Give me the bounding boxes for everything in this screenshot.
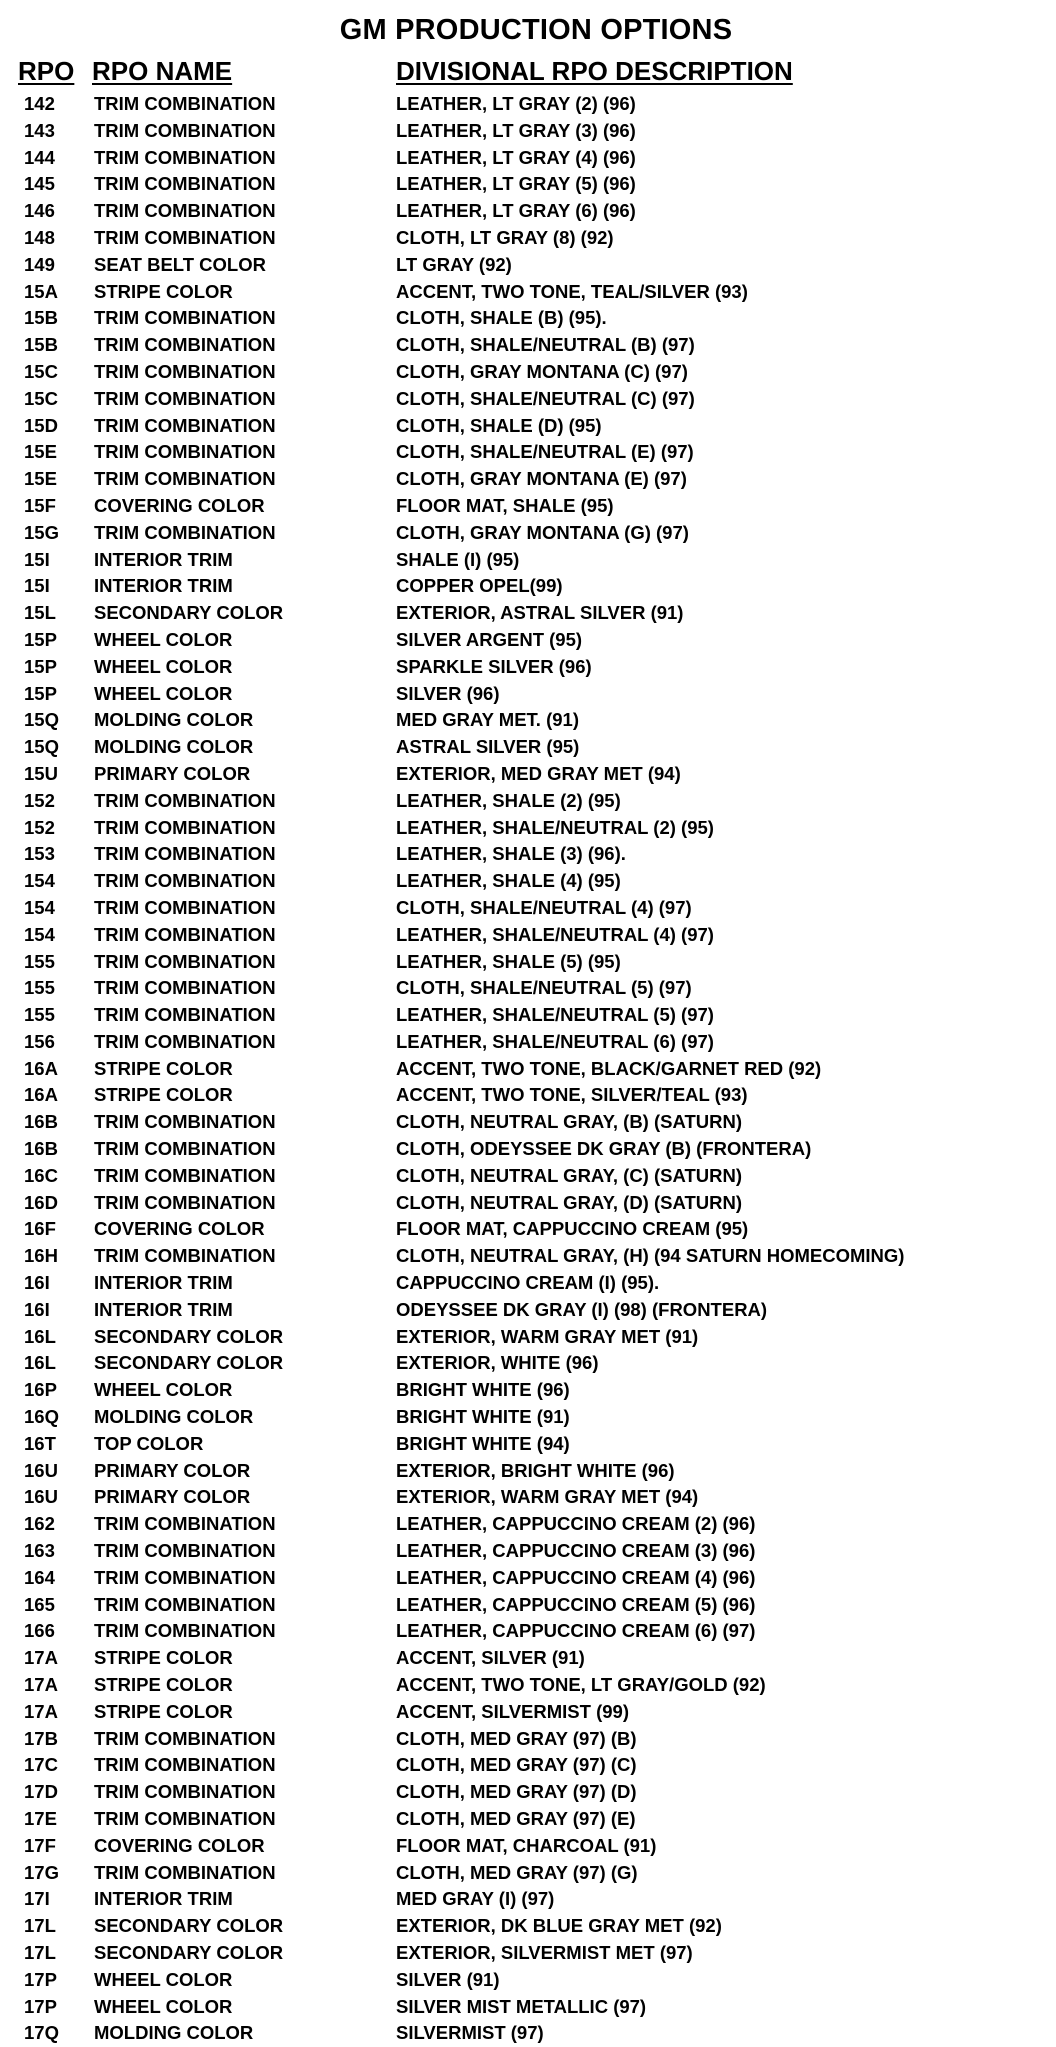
rpo-description: BRIGHT WHITE (96)	[396, 1379, 570, 1401]
rpo-code: 16B	[24, 1138, 58, 1160]
rpo-description: SILVER (96)	[396, 682, 500, 704]
rpo-name: INTERIOR TRIM	[94, 1272, 233, 1294]
rpo-code: 155	[24, 950, 55, 972]
table-row	[0, 466, 1056, 493]
table-row	[0, 654, 1056, 681]
table-row	[0, 681, 1056, 708]
rpo-name: MOLDING COLOR	[94, 2022, 254, 2044]
rpo-name: WHEEL COLOR	[94, 1995, 233, 2017]
header-rpo: RPO	[18, 56, 75, 86]
rpo-description: CLOTH, MED GRAY (97) (B)	[396, 1727, 637, 1749]
rpo-name: STRIPE COLOR	[94, 1647, 233, 1669]
table-row	[0, 1002, 1056, 1029]
rpo-code: 17Q	[24, 2022, 59, 2044]
rpo-code: 16A	[24, 1084, 58, 1106]
rpo-name: SECONDARY COLOR	[94, 1352, 284, 1374]
table-row	[0, 2020, 1056, 2047]
rpo-description: MED GRAY (I) (97)	[396, 1888, 555, 1910]
rpo-code: 17B	[24, 1727, 58, 1749]
rpo-code: 15F	[24, 494, 56, 516]
rpo-code: 165	[24, 1593, 55, 1615]
rpo-code: 154	[24, 870, 55, 892]
rpo-name: TRIM COMBINATION	[94, 146, 276, 168]
rpo-table-body	[0, 91, 1056, 2047]
table-row	[0, 922, 1056, 949]
table-row	[0, 1458, 1056, 1485]
table-row	[0, 1672, 1056, 1699]
rpo-code: 15I	[24, 548, 50, 570]
table-row	[0, 1297, 1056, 1324]
table-row	[0, 1994, 1056, 2021]
rpo-name: STRIPE COLOR	[94, 1057, 233, 1079]
rpo-name: TRIM COMBINATION	[94, 1245, 276, 1267]
rpo-code: 17A	[24, 1647, 58, 1669]
rpo-code: 16L	[24, 1352, 56, 1374]
rpo-code: 15C	[24, 360, 58, 382]
table-row	[0, 1270, 1056, 1297]
table-row	[0, 1940, 1056, 1967]
page-title: GM PRODUCTION OPTIONS	[339, 14, 733, 46]
rpo-description: LEATHER, SHALE/NEUTRAL (4) (97)	[396, 923, 714, 945]
table-row	[0, 225, 1056, 252]
rpo-code: 15E	[24, 468, 57, 490]
rpo-code: 15P	[24, 682, 57, 704]
rpo-description: LEATHER, LT GRAY (2) (96)	[396, 93, 636, 114]
rpo-name: COVERING COLOR	[94, 494, 265, 516]
rpo-code: 15Q	[24, 736, 59, 758]
rpo-description: BRIGHT WHITE (91)	[396, 1406, 570, 1428]
table-row	[0, 1324, 1056, 1351]
rpo-description: FLOOR MAT, CAPPUCCINO CREAM (95)	[396, 1218, 749, 1240]
rpo-description: COPPER OPEL(99)	[396, 575, 563, 597]
rpo-description: SHALE (I) (95)	[396, 548, 520, 570]
rpo-description: LT GRAY (92)	[396, 253, 512, 275]
rpo-code: 16C	[24, 1164, 58, 1186]
rpo-code: 145	[24, 173, 55, 195]
rpo-name: TRIM COMBINATION	[94, 1030, 276, 1052]
table-row	[0, 1913, 1056, 1940]
rpo-name: TRIM COMBINATION	[94, 923, 276, 945]
rpo-description: CLOTH, SHALE/NEUTRAL (5) (97)	[396, 977, 692, 999]
rpo-code: 17L	[24, 1941, 56, 1963]
rpo-description: CLOTH, SHALE/NEUTRAL (B) (97)	[396, 334, 695, 356]
rpo-code: 15P	[24, 628, 57, 650]
rpo-name: TRIM COMBINATION	[94, 200, 276, 222]
rpo-description: EXTERIOR, BRIGHT WHITE (96)	[396, 1459, 675, 1481]
rpo-code: 17F	[24, 1834, 56, 1856]
rpo-name: TRIM COMBINATION	[94, 1781, 276, 1803]
rpo-name: PRIMARY COLOR	[94, 1486, 251, 1508]
rpo-code: 144	[24, 146, 55, 168]
header-rpo-name: RPO NAME	[92, 56, 233, 86]
rpo-name: TRIM COMBINATION	[94, 816, 276, 838]
rpo-code: 16H	[24, 1245, 58, 1267]
table-row	[0, 413, 1056, 440]
table-row	[0, 949, 1056, 976]
table-row	[0, 1645, 1056, 1672]
rpo-description: CLOTH, ODEYSSEE DK GRAY (B) (FRONTERA)	[396, 1138, 812, 1160]
rpo-code: 15C	[24, 387, 58, 409]
rpo-name: STRIPE COLOR	[94, 1084, 233, 1106]
table-row	[0, 252, 1056, 279]
rpo-code: 16A	[24, 1057, 58, 1079]
rpo-code: 16D	[24, 1191, 58, 1213]
rpo-description: MED GRAY MET. (91)	[396, 709, 579, 731]
table-row	[0, 1029, 1056, 1056]
rpo-code: 16L	[24, 1325, 56, 1347]
rpo-code: 16Q	[24, 1406, 59, 1428]
rpo-code: 154	[24, 896, 55, 918]
table-row	[0, 1109, 1056, 1136]
table-row	[0, 1618, 1056, 1645]
rpo-description: EXTERIOR, ASTRAL SILVER (91)	[396, 602, 684, 624]
rpo-name: SECONDARY COLOR	[94, 602, 284, 624]
rpo-description: CLOTH, GRAY MONTANA (E) (97)	[396, 468, 687, 490]
rpo-name: TRIM COMBINATION	[94, 1861, 276, 1883]
rpo-description: LEATHER, SHALE (4) (95)	[396, 870, 621, 892]
rpo-description: LEATHER, LT GRAY (6) (96)	[396, 200, 636, 222]
table-row	[0, 707, 1056, 734]
rpo-code: 154	[24, 923, 55, 945]
table-row	[0, 145, 1056, 172]
rpo-code: 17P	[24, 1968, 57, 1990]
rpo-code: 15E	[24, 441, 57, 463]
rpo-code: 17C	[24, 1754, 58, 1776]
rpo-name: TRIM COMBINATION	[94, 387, 276, 409]
table-row	[0, 788, 1056, 815]
table-row	[0, 1967, 1056, 1994]
rpo-description: EXTERIOR, WARM GRAY MET (94)	[396, 1486, 699, 1508]
table-row	[0, 1779, 1056, 1806]
rpo-name: TRIM COMBINATION	[94, 226, 276, 248]
rpo-name: PRIMARY COLOR	[94, 1459, 251, 1481]
table-row	[0, 1886, 1056, 1913]
table-row	[0, 761, 1056, 788]
table-row	[0, 359, 1056, 386]
rpo-description: ACCENT, TWO TONE, TEAL/SILVER (93)	[396, 280, 748, 302]
rpo-description: LEATHER, LT GRAY (5) (96)	[396, 173, 636, 195]
rpo-description: LEATHER, SHALE/NEUTRAL (5) (97)	[396, 1004, 714, 1026]
rpo-description: ACCENT, SILVERMIST (99)	[396, 1700, 629, 1722]
table-row	[0, 547, 1056, 574]
rpo-name: TRIM COMBINATION	[94, 468, 276, 490]
rpo-code: 152	[24, 789, 55, 811]
rpo-name: TRIM COMBINATION	[94, 1593, 276, 1615]
rpo-description: SILVER MIST METALLIC (97)	[396, 1995, 647, 2017]
rpo-name: INTERIOR TRIM	[94, 1298, 233, 1320]
rpo-code: 17I	[24, 1888, 50, 1910]
rpo-code: 17A	[24, 1674, 58, 1696]
rpo-description: LEATHER, CAPPUCCINO CREAM (2) (96)	[396, 1513, 756, 1535]
rpo-description: CLOTH, GRAY MONTANA (C) (97)	[396, 360, 688, 382]
rpo-name: TRIM COMBINATION	[94, 360, 276, 382]
rpo-description: CLOTH, MED GRAY (97) (C)	[396, 1754, 637, 1776]
rpo-code: 17D	[24, 1781, 58, 1803]
rpo-name: TOP COLOR	[94, 1432, 204, 1454]
rpo-name: SECONDARY COLOR	[94, 1915, 284, 1937]
table-row	[0, 1833, 1056, 1860]
rpo-name: TRIM COMBINATION	[94, 1566, 276, 1588]
rpo-code: 16I	[24, 1298, 50, 1320]
table-row	[0, 305, 1056, 332]
table-row	[0, 493, 1056, 520]
rpo-name: TRIM COMBINATION	[94, 1540, 276, 1562]
table-row	[0, 1404, 1056, 1431]
rpo-code: 15G	[24, 521, 59, 543]
rpo-code: 15L	[24, 602, 56, 624]
rpo-code: 146	[24, 200, 55, 222]
table-row	[0, 171, 1056, 198]
rpo-code: 15D	[24, 414, 58, 436]
rpo-name: PRIMARY COLOR	[94, 762, 251, 784]
table-row	[0, 439, 1056, 466]
table-row	[0, 91, 1056, 118]
table-row	[0, 1538, 1056, 1565]
rpo-description: LEATHER, SHALE/NEUTRAL (6) (97)	[396, 1030, 714, 1052]
rpo-description: FLOOR MAT, SHALE (95)	[396, 494, 614, 516]
rpo-code: 155	[24, 1004, 55, 1026]
rpo-code: 15P	[24, 655, 57, 677]
table-row	[0, 868, 1056, 895]
rpo-name: MOLDING COLOR	[94, 1406, 254, 1428]
rpo-name: TRIM COMBINATION	[94, 1620, 276, 1642]
rpo-description: CLOTH, NEUTRAL GRAY, (D) (SATURN)	[396, 1191, 743, 1213]
rpo-name: TRIM COMBINATION	[94, 1164, 276, 1186]
table-row	[0, 1484, 1056, 1511]
rpo-code: 143	[24, 119, 55, 141]
rpo-description: CLOTH, NEUTRAL GRAY, (B) (SATURN)	[396, 1111, 743, 1133]
rpo-description: ASTRAL SILVER (95)	[396, 736, 580, 758]
rpo-description: LEATHER, CAPPUCCINO CREAM (4) (96)	[396, 1566, 756, 1588]
table-row	[0, 975, 1056, 1002]
table-row	[0, 1565, 1056, 1592]
table-row	[0, 198, 1056, 225]
rpo-description: CLOTH, MED GRAY (97) (E)	[396, 1808, 636, 1829]
table-row	[0, 1243, 1056, 1270]
rpo-code: 155	[24, 977, 55, 999]
rpo-code: 15B	[24, 307, 58, 329]
rpo-name: STRIPE COLOR	[94, 280, 233, 302]
rpo-name: SECONDARY COLOR	[94, 1325, 284, 1347]
table-row	[0, 815, 1056, 842]
rpo-description: SILVER (91)	[396, 1968, 500, 1990]
rpo-code: 16P	[24, 1379, 57, 1401]
rpo-name: SEAT BELT COLOR	[94, 253, 266, 275]
rpo-description: CAPPUCCINO CREAM (I) (95).	[396, 1272, 660, 1294]
table-row	[0, 1592, 1056, 1619]
rpo-name: MOLDING COLOR	[94, 736, 254, 758]
rpo-description: BRIGHT WHITE (94)	[396, 1432, 570, 1454]
rpo-description: CLOTH, MED GRAY (97) (G)	[396, 1861, 638, 1883]
table-row	[0, 1806, 1056, 1833]
table-row	[0, 841, 1056, 868]
rpo-name: COVERING COLOR	[94, 1218, 265, 1240]
rpo-code: 152	[24, 816, 55, 838]
rpo-name: TRIM COMBINATION	[94, 789, 276, 811]
rpo-code: 163	[24, 1540, 55, 1562]
rpo-name: SECONDARY COLOR	[94, 1941, 284, 1963]
rpo-name: INTERIOR TRIM	[94, 548, 233, 570]
rpo-description: CLOTH, SHALE/NEUTRAL (E) (97)	[396, 441, 694, 463]
rpo-name: TRIM COMBINATION	[94, 950, 276, 972]
rpo-name: TRIM COMBINATION	[94, 1727, 276, 1749]
table-row	[0, 386, 1056, 413]
rpo-name: INTERIOR TRIM	[94, 575, 233, 597]
table-header	[0, 56, 1056, 90]
rpo-code: 17A	[24, 1700, 58, 1722]
rpo-description: EXTERIOR, MED GRAY MET (94)	[396, 762, 681, 784]
rpo-code: 17L	[24, 1915, 56, 1937]
rpo-name: TRIM COMBINATION	[94, 977, 276, 999]
rpo-description: SPARKLE SILVER (96)	[396, 655, 592, 677]
rpo-code: 15B	[24, 334, 58, 356]
rpo-name: TRIM COMBINATION	[94, 1004, 276, 1026]
rpo-code: 16T	[24, 1432, 56, 1454]
rpo-code: 153	[24, 843, 55, 865]
table-row	[0, 1056, 1056, 1083]
rpo-code: 149	[24, 253, 55, 275]
table-row	[0, 1431, 1056, 1458]
rpo-description: LEATHER, SHALE/NEUTRAL (2) (95)	[396, 816, 714, 838]
table-row	[0, 1190, 1056, 1217]
rpo-code: 16B	[24, 1111, 58, 1133]
rpo-name: TRIM COMBINATION	[94, 870, 276, 892]
rpo-name: TRIM COMBINATION	[94, 441, 276, 463]
rpo-description: CLOTH, NEUTRAL GRAY, (H) (94 SATURN HOMECOMING)	[396, 1245, 905, 1267]
rpo-name: TRIM COMBINATION	[94, 307, 276, 329]
table-row	[0, 279, 1056, 306]
table-row	[0, 734, 1056, 761]
table-row	[0, 520, 1056, 547]
rpo-name: TRIM COMBINATION	[94, 414, 276, 436]
rpo-description: ACCENT, SILVER (91)	[396, 1647, 585, 1669]
rpo-name: TRIM COMBINATION	[94, 521, 276, 543]
rpo-code: 16I	[24, 1272, 50, 1294]
rpo-description: ACCENT, TWO TONE, LT GRAY/GOLD (92)	[396, 1674, 766, 1696]
rpo-name: WHEEL COLOR	[94, 628, 233, 650]
rpo-description: SILVERMIST (97)	[396, 2022, 544, 2044]
rpo-code: 15Q	[24, 709, 59, 731]
rpo-name: WHEEL COLOR	[94, 1968, 233, 1990]
rpo-name: TRIM COMBINATION	[94, 1754, 276, 1776]
rpo-description: ACCENT, TWO TONE, BLACK/GARNET RED (92)	[396, 1057, 822, 1079]
rpo-name: STRIPE COLOR	[94, 1700, 233, 1722]
rpo-description: LEATHER, SHALE (5) (95)	[396, 950, 621, 972]
table-row	[0, 1350, 1056, 1377]
rpo-code: 17E	[24, 1808, 57, 1829]
rpo-description: CLOTH, SHALE/NEUTRAL (C) (97)	[396, 387, 695, 409]
rpo-description: LEATHER, LT GRAY (3) (96)	[396, 119, 636, 141]
table-row	[0, 1136, 1056, 1163]
rpo-code: 16F	[24, 1218, 56, 1240]
rpo-name: TRIM COMBINATION	[94, 173, 276, 195]
rpo-description: CLOTH, SHALE/NEUTRAL (4) (97)	[396, 896, 692, 918]
table-row	[0, 573, 1056, 600]
table-row	[0, 600, 1056, 627]
rpo-code: 15U	[24, 762, 58, 784]
rpo-code: 15I	[24, 575, 50, 597]
rpo-description: CLOTH, MED GRAY (97) (D)	[396, 1781, 637, 1803]
table-row	[0, 1860, 1056, 1887]
rpo-name: WHEEL COLOR	[94, 682, 233, 704]
rpo-description: LEATHER, SHALE (3) (96).	[396, 843, 626, 865]
rpo-name: WHEEL COLOR	[94, 655, 233, 677]
table-row	[0, 1752, 1056, 1779]
rpo-code: 148	[24, 226, 55, 248]
rpo-name: INTERIOR TRIM	[94, 1888, 233, 1910]
rpo-description: FLOOR MAT, CHARCOAL (91)	[396, 1834, 657, 1856]
table-row	[0, 1726, 1056, 1753]
rpo-description: EXTERIOR, WHITE (96)	[396, 1352, 599, 1374]
rpo-name: TRIM COMBINATION	[94, 93, 276, 114]
table-row	[0, 332, 1056, 359]
rpo-code: 162	[24, 1513, 55, 1535]
rpo-name: TRIM COMBINATION	[94, 1111, 276, 1133]
rpo-code: 164	[24, 1566, 55, 1588]
rpo-name: TRIM COMBINATION	[94, 334, 276, 356]
rpo-description: EXTERIOR, DK BLUE GRAY MET (92)	[396, 1915, 722, 1937]
table-row	[0, 1511, 1056, 1538]
rpo-code: 142	[24, 93, 55, 114]
rpo-description: SILVER ARGENT (95)	[396, 628, 583, 650]
rpo-name: TRIM COMBINATION	[94, 843, 276, 865]
rpo-name: TRIM COMBINATION	[94, 1138, 276, 1160]
rpo-description: ACCENT, TWO TONE, SILVER/TEAL (93)	[396, 1084, 748, 1106]
rpo-code: 16U	[24, 1486, 58, 1508]
rpo-name: TRIM COMBINATION	[94, 1191, 276, 1213]
rpo-code: 156	[24, 1030, 55, 1052]
rpo-description: LEATHER, CAPPUCCINO CREAM (5) (96)	[396, 1593, 756, 1615]
table-row	[0, 1699, 1056, 1726]
rpo-name: COVERING COLOR	[94, 1834, 265, 1856]
rpo-description: CLOTH, GRAY MONTANA (G) (97)	[396, 521, 689, 543]
rpo-name: TRIM COMBINATION	[94, 119, 276, 141]
header-divisional-description: DIVISIONAL RPO DESCRIPTION	[396, 56, 793, 86]
rpo-name: TRIM COMBINATION	[94, 1808, 276, 1829]
rpo-code: 16U	[24, 1459, 58, 1481]
rpo-description: LEATHER, CAPPUCCINO CREAM (6) (97)	[396, 1620, 756, 1642]
rpo-description: CLOTH, NEUTRAL GRAY, (C) (SATURN)	[396, 1164, 743, 1186]
rpo-code: 166	[24, 1620, 55, 1642]
rpo-code: 17P	[24, 1995, 57, 2017]
rpo-description: LEATHER, CAPPUCCINO CREAM (3) (96)	[396, 1540, 756, 1562]
table-row	[0, 1216, 1056, 1243]
rpo-description: CLOTH, SHALE (B) (95).	[396, 307, 607, 329]
rpo-description: LEATHER, SHALE (2) (95)	[396, 789, 621, 811]
rpo-code: 15A	[24, 280, 58, 302]
rpo-description: EXTERIOR, WARM GRAY MET (91)	[396, 1325, 699, 1347]
rpo-name: TRIM COMBINATION	[94, 1513, 276, 1535]
table-row	[0, 118, 1056, 145]
rpo-description: LEATHER, LT GRAY (4) (96)	[396, 146, 636, 168]
rpo-code: 17G	[24, 1861, 59, 1883]
table-row	[0, 1082, 1056, 1109]
rpo-description: CLOTH, LT GRAY (8) (92)	[396, 226, 614, 248]
table-row	[0, 1163, 1056, 1190]
table-row	[0, 1377, 1056, 1404]
rpo-name: WHEEL COLOR	[94, 1379, 233, 1401]
rpo-description: EXTERIOR, SILVERMIST MET (97)	[396, 1941, 693, 1963]
table-row	[0, 895, 1056, 922]
rpo-name: MOLDING COLOR	[94, 709, 254, 731]
table-row	[0, 627, 1056, 654]
rpo-description: CLOTH, SHALE (D) (95)	[396, 414, 602, 436]
rpo-name: TRIM COMBINATION	[94, 896, 276, 918]
rpo-name: STRIPE COLOR	[94, 1674, 233, 1696]
rpo-description: ODEYSSEE DK GRAY (I) (98) (FRONTERA)	[396, 1298, 768, 1320]
